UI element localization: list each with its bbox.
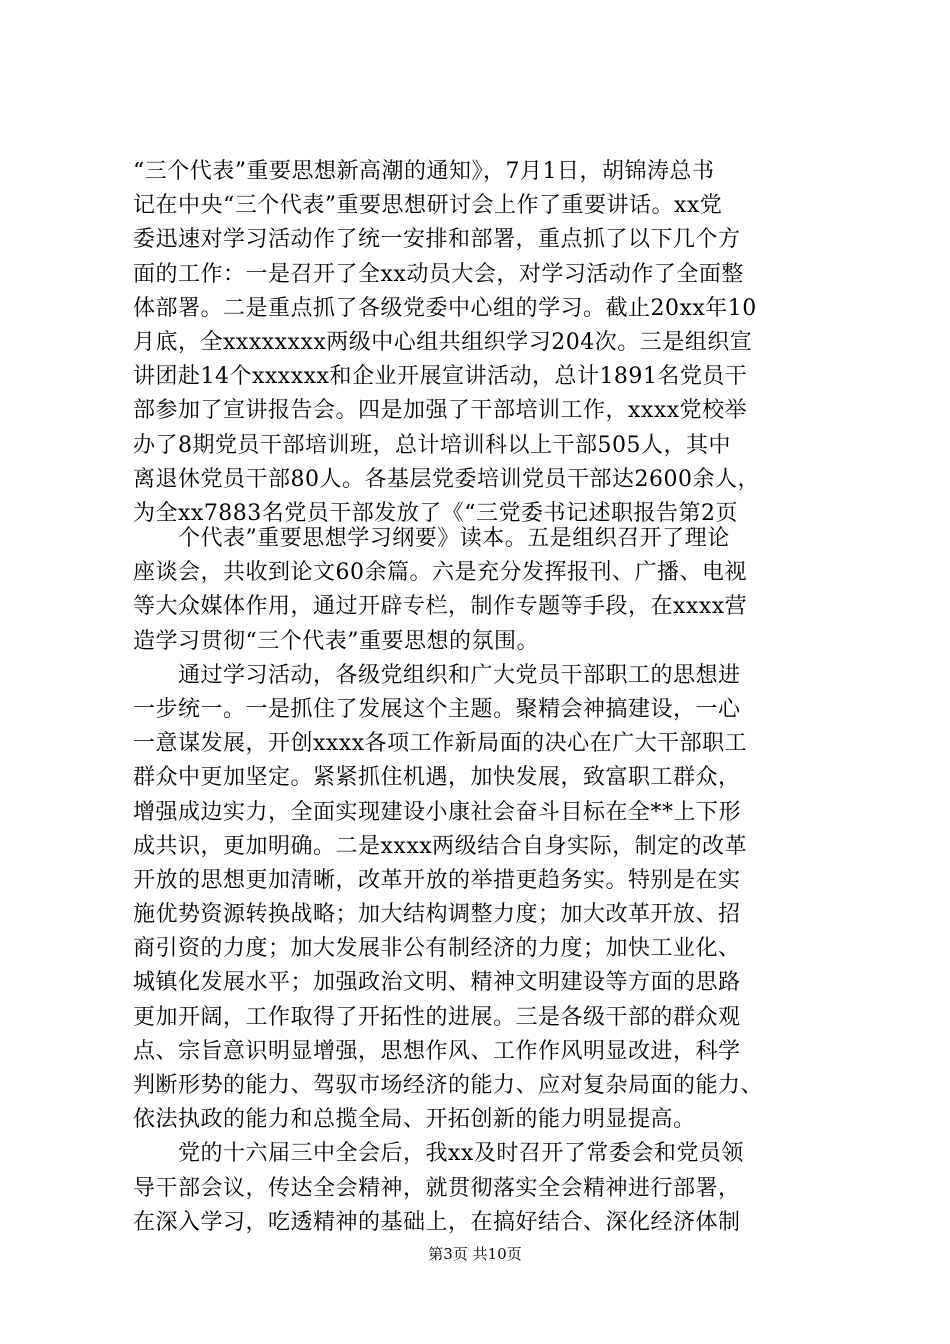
text-line: 导干部会议，传达全会精神，就贯彻落实全会精神进行部署， bbox=[133, 1175, 741, 1201]
text-line: 委迅速对学习活动作了统一安排和部署，重点抓了以下几个方 bbox=[133, 227, 741, 253]
text-line: 体部署。二是重点抓了各级党委中心组的学习。截止20xx年10 bbox=[133, 295, 757, 321]
text-line: 商引资的力度；加大发展非公有制经济的力度；加快工业化、 bbox=[133, 936, 741, 962]
text-line: 造学习贯彻“三个代表”重要思想的氛围。 bbox=[133, 628, 539, 654]
text-line: 一意谋发展，开创xxxx各项工作新局面的决心在广大干部职工 bbox=[133, 731, 748, 757]
text-line: 座谈会，共收到论文60余篇。六是充分发挥报刊、广播、电视 bbox=[133, 560, 747, 586]
text-line: 月底，全xxxxxxxx两级中心组共组织学习204次。三是组织宣 bbox=[133, 329, 753, 355]
text-line: 更加开阔，工作取得了开拓性的进展。三是各级干部的群众观 bbox=[133, 1004, 741, 1030]
text-line: “三个代表”重要思想新高潮的通知》，7月1日，胡锦涛总书 bbox=[133, 159, 715, 184]
text-line: 党的十六届三中全会后，我xx及时召开了常委会和党员领 bbox=[133, 1141, 744, 1167]
text-line: 讲团赴14个xxxxxx和企业开展宣讲活动，总计1891名党员干 bbox=[133, 364, 748, 390]
body-text-block-2 bbox=[133, 522, 823, 1240]
text-line: 城镇化发展水平；加强政治文明、精神文明建设等方面的思路 bbox=[133, 970, 741, 996]
text-line: 依法执政的能力和总揽全局、开拓创新的能力明显提高。 bbox=[133, 1107, 696, 1133]
text-line: 施优势资源转换战略；加大结构调整力度；加大改革开放、招 bbox=[133, 902, 741, 928]
text-line: 开放的思想更加清晰，改革开放的举措更趋务实。特别是在实 bbox=[133, 867, 741, 893]
text-line: 为全xx7883名党员干部发放了《“三党委书记述职报告第2页 bbox=[133, 500, 739, 526]
text-line: 增强成边实力，全面实现建设小康社会奋斗目标在全**上下形 bbox=[133, 799, 742, 825]
page-footer: 第3页 共10页 bbox=[428, 1245, 522, 1263]
text-line: 成共识，更加明确。二是xxxx两级结合自身实际，制定的改革 bbox=[133, 833, 748, 859]
body-text-block-1 bbox=[133, 155, 823, 531]
text-line: 通过学习活动，各级党组织和广大党员干部职工的思想进 bbox=[133, 662, 741, 688]
text-line: 部参加了宣讲报告会。四是加强了干部培训工作，xxxx党校举 bbox=[133, 398, 748, 424]
text-line: 面的工作：一是召开了全xx动员大会，对学习活动作了全面整 bbox=[133, 261, 744, 287]
text-line: 等大众媒体作用，通过开辟专栏，制作专题等手段，在xxxx营 bbox=[133, 594, 748, 620]
text-line: 离退休党员干部80人。各基层党委培训党员干部达2600余人， bbox=[133, 466, 760, 492]
text-line: 个代表”重要思想学习纲要》读本。五是组织召开了理论 bbox=[133, 526, 730, 551]
text-line: 一步统一。一是抓住了发展这个主题。聚精会神搞建设，一心 bbox=[133, 696, 741, 722]
text-line: 记在中央“三个代表”重要思想研讨会上作了重要讲话。xx党 bbox=[133, 193, 723, 219]
text-line: 判断形势的能力、驾驭市场经济的能力、应对复杂局面的能力、 bbox=[133, 1073, 764, 1098]
text-line: 在深入学习，吃透精神的基础上，在搞好结合、深化经济体制 bbox=[133, 1209, 741, 1235]
text-line: 办了8期党员干部培训班，总计培训科以上干部505人，其中 bbox=[133, 432, 731, 458]
text-line: 群众中更加坚定。紧紧抓住机遇，加快发展，致富职工群众， bbox=[133, 765, 741, 791]
text-line: 点、宗旨意识明显增强，思想作风、工作作风明显改进，科学 bbox=[133, 1038, 741, 1064]
